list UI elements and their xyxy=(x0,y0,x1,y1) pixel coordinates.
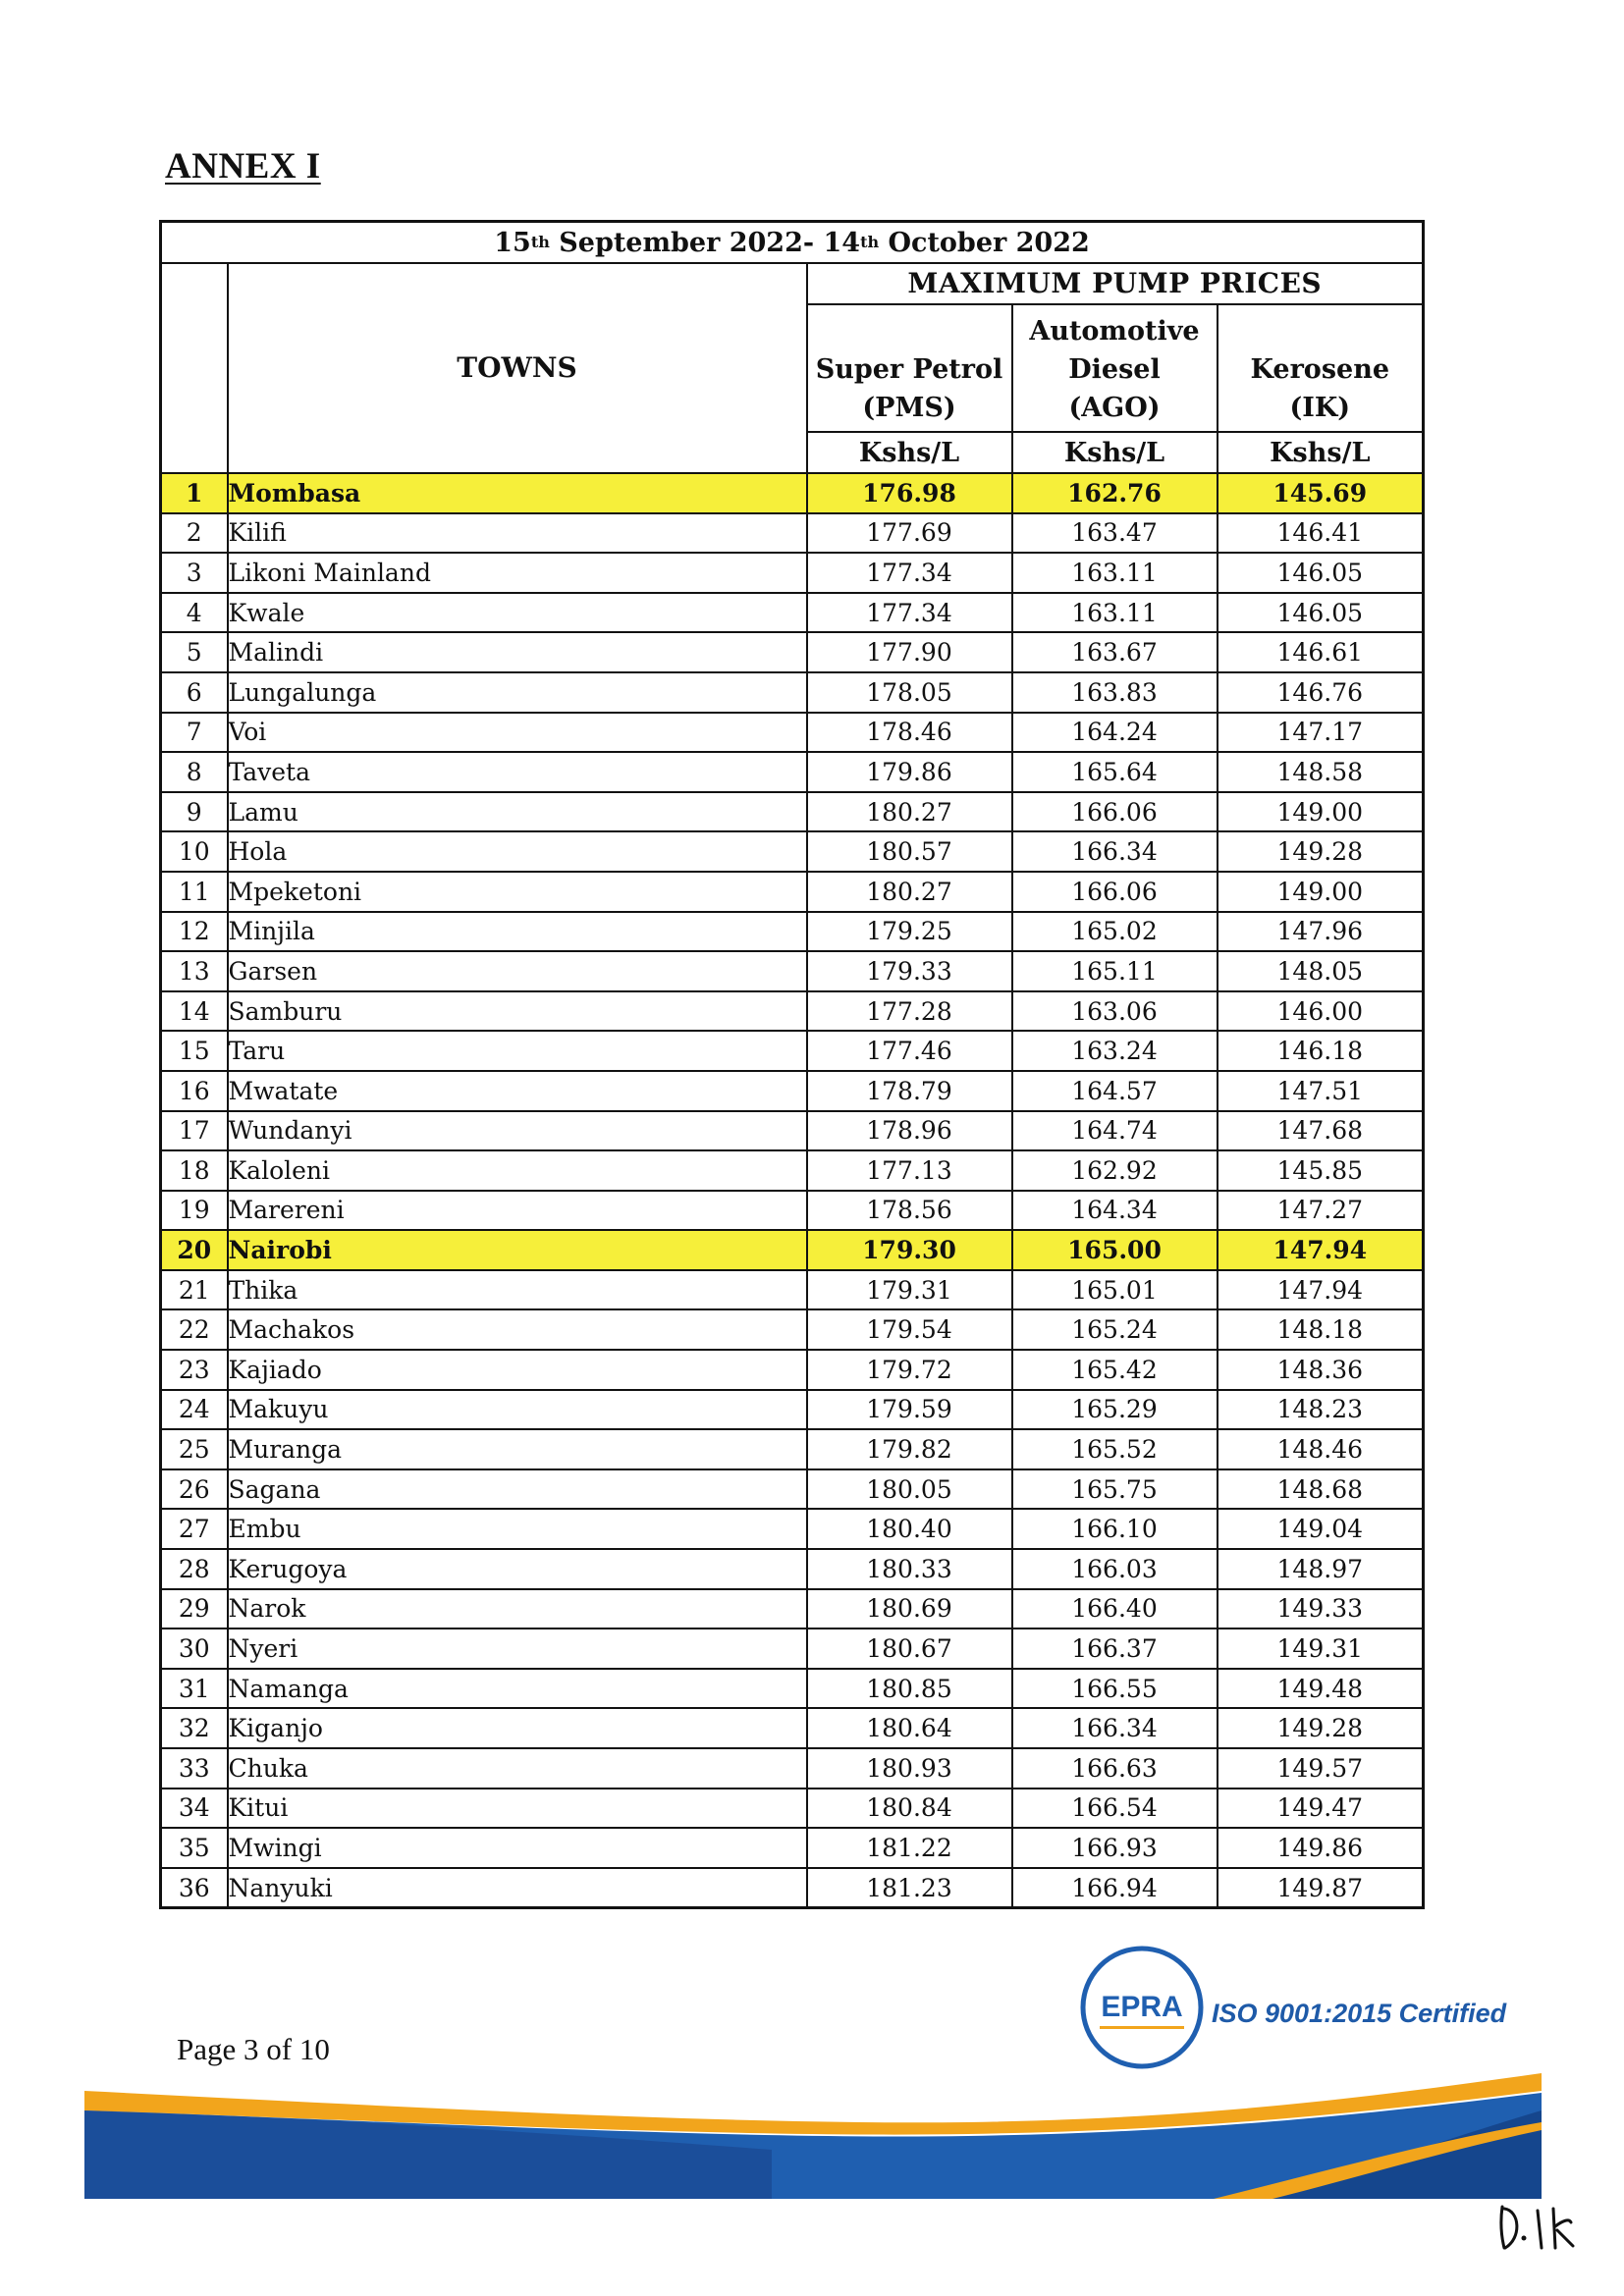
town-name: Wundanyi xyxy=(228,1111,807,1151)
ik-price: 147.17 xyxy=(1218,713,1424,753)
ago-price: 165.29 xyxy=(1012,1390,1218,1430)
ik-unit: Kshs/L xyxy=(1218,432,1424,473)
table-row xyxy=(161,1589,1424,1629)
ago-price: 164.74 xyxy=(1012,1111,1218,1151)
pms-price: 180.40 xyxy=(807,1509,1012,1549)
iso-certification: ISO 9001:2015 Certified xyxy=(1212,1999,1507,2028)
pms-price: 177.28 xyxy=(807,991,1012,1032)
ik-price: 146.18 xyxy=(1218,1031,1424,1071)
ago-price: 165.11 xyxy=(1012,951,1218,991)
town-name: Embu xyxy=(228,1509,807,1549)
period-header: 15th September 2022- 14th October 2022 xyxy=(161,222,1424,264)
ago-price: 163.11 xyxy=(1012,593,1218,633)
town-name: Voi xyxy=(228,713,807,753)
ago-price: 163.67 xyxy=(1012,632,1218,672)
table-row xyxy=(161,752,1424,792)
pms-price: 180.84 xyxy=(807,1789,1012,1829)
ik-price: 146.41 xyxy=(1218,513,1424,554)
table-row xyxy=(161,951,1424,991)
row-number: 25 xyxy=(161,1429,228,1469)
row-number: 35 xyxy=(161,1828,228,1868)
ago-price: 165.64 xyxy=(1012,752,1218,792)
ik-price: 147.94 xyxy=(1218,1270,1424,1310)
table-row xyxy=(161,1031,1424,1071)
logo-text: EPRA xyxy=(1101,1991,1183,2023)
pms-price: 177.90 xyxy=(807,632,1012,672)
town-name: Taru xyxy=(228,1031,807,1071)
pms-price: 179.86 xyxy=(807,752,1012,792)
table-row xyxy=(161,1071,1424,1111)
row-number: 16 xyxy=(161,1071,228,1111)
table-row xyxy=(161,912,1424,952)
table-row xyxy=(161,672,1424,713)
ik-price: 149.28 xyxy=(1218,1708,1424,1748)
pms-price: 180.69 xyxy=(807,1589,1012,1629)
town-name: Mpeketoni xyxy=(228,872,807,912)
pms-price: 179.25 xyxy=(807,912,1012,952)
pms-price: 180.93 xyxy=(807,1748,1012,1789)
ik-price: 146.05 xyxy=(1218,593,1424,633)
ik-price: 146.00 xyxy=(1218,991,1424,1032)
pms-price: 176.98 xyxy=(807,473,1012,513)
pms-price: 179.30 xyxy=(807,1230,1012,1270)
row-number: 33 xyxy=(161,1748,228,1789)
pump-prices-table xyxy=(159,220,1425,1909)
town-name: Lamu xyxy=(228,792,807,832)
town-name: Namanga xyxy=(228,1669,807,1709)
pms-price: 181.22 xyxy=(807,1828,1012,1868)
pms-price: 177.13 xyxy=(807,1150,1012,1191)
table-row xyxy=(161,473,1424,513)
footer-wave-banner xyxy=(84,2052,1542,2199)
row-number: 24 xyxy=(161,1390,228,1430)
pms-price: 177.69 xyxy=(807,513,1012,554)
ago-price: 166.40 xyxy=(1012,1589,1218,1629)
town-name: Kiganjo xyxy=(228,1708,807,1748)
table-row xyxy=(161,1748,1424,1789)
row-number: 12 xyxy=(161,912,228,952)
row-number: 7 xyxy=(161,713,228,753)
table-row xyxy=(161,1669,1424,1709)
ik-price: 149.28 xyxy=(1218,831,1424,872)
ik-price: 149.57 xyxy=(1218,1748,1424,1789)
town-name: Nyeri xyxy=(228,1629,807,1669)
ago-price: 166.10 xyxy=(1012,1509,1218,1549)
row-number: 1 xyxy=(161,473,228,513)
table-row xyxy=(161,872,1424,912)
row-number: 29 xyxy=(161,1589,228,1629)
ago-price: 165.01 xyxy=(1012,1270,1218,1310)
pms-price: 178.79 xyxy=(807,1071,1012,1111)
pms-price: 179.31 xyxy=(807,1270,1012,1310)
pms-price: 180.57 xyxy=(807,831,1012,872)
town-name: Narok xyxy=(228,1589,807,1629)
row-number: 10 xyxy=(161,831,228,872)
town-name: Samburu xyxy=(228,991,807,1032)
town-name: Kilifi xyxy=(228,513,807,554)
ik-price: 148.18 xyxy=(1218,1309,1424,1350)
table-row xyxy=(161,1629,1424,1669)
row-number: 2 xyxy=(161,513,228,554)
town-name: Minjila xyxy=(228,912,807,952)
town-name: Kwale xyxy=(228,593,807,633)
row-number: 9 xyxy=(161,792,228,832)
row-number: 15 xyxy=(161,1031,228,1071)
table-row xyxy=(161,1469,1424,1510)
ago-price: 166.93 xyxy=(1012,1828,1218,1868)
row-number: 18 xyxy=(161,1150,228,1191)
ik-price: 149.04 xyxy=(1218,1509,1424,1549)
table-row xyxy=(161,1230,1424,1270)
table-row xyxy=(161,632,1424,672)
ik-price: 149.87 xyxy=(1218,1868,1424,1908)
ago-price: 165.42 xyxy=(1012,1350,1218,1390)
pms-price: 178.96 xyxy=(807,1111,1012,1151)
table-row xyxy=(161,1708,1424,1748)
ago-price: 166.34 xyxy=(1012,1708,1218,1748)
town-name: Kitui xyxy=(228,1789,807,1829)
ik-price: 147.96 xyxy=(1218,912,1424,952)
annex-heading: ANNEX I xyxy=(165,146,321,187)
ago-price: 166.55 xyxy=(1012,1669,1218,1709)
page-number: Page 3 of 10 xyxy=(177,2032,330,2066)
town-name: Machakos xyxy=(228,1309,807,1350)
row-number: 13 xyxy=(161,951,228,991)
pms-price: 180.64 xyxy=(807,1708,1012,1748)
ago-price: 166.63 xyxy=(1012,1748,1218,1789)
ago-price: 165.75 xyxy=(1012,1469,1218,1510)
table-row xyxy=(161,1868,1424,1908)
ik-price: 146.76 xyxy=(1218,672,1424,713)
ago-price: 162.76 xyxy=(1012,473,1218,513)
table-row xyxy=(161,792,1424,832)
ago-price: 166.94 xyxy=(1012,1868,1218,1908)
row-number: 30 xyxy=(161,1629,228,1669)
town-name: Sagana xyxy=(228,1469,807,1510)
pms-price: 180.05 xyxy=(807,1469,1012,1510)
row-number: 3 xyxy=(161,553,228,593)
table-row xyxy=(161,1270,1424,1310)
town-name: Nanyuki xyxy=(228,1868,807,1908)
table-row xyxy=(161,1509,1424,1549)
ik-price: 147.68 xyxy=(1218,1111,1424,1151)
row-number: 11 xyxy=(161,872,228,912)
row-number: 4 xyxy=(161,593,228,633)
town-name: Garsen xyxy=(228,951,807,991)
pms-price: 177.34 xyxy=(807,593,1012,633)
row-number: 23 xyxy=(161,1350,228,1390)
pms-price: 180.67 xyxy=(807,1629,1012,1669)
town-name: Kajiado xyxy=(228,1350,807,1390)
table-row xyxy=(161,513,1424,554)
pms-price: 178.05 xyxy=(807,672,1012,713)
ik-price: 148.97 xyxy=(1218,1549,1424,1589)
row-number: 27 xyxy=(161,1509,228,1549)
table-row xyxy=(161,1828,1424,1868)
ago-price: 166.34 xyxy=(1012,831,1218,872)
town-name: Mombasa xyxy=(228,473,807,513)
town-name: Mwingi xyxy=(228,1828,807,1868)
ik-price: 148.68 xyxy=(1218,1469,1424,1510)
ago-price: 163.11 xyxy=(1012,553,1218,593)
town-name: Marereni xyxy=(228,1191,807,1231)
ago-price: 165.24 xyxy=(1012,1309,1218,1350)
ik-price: 146.61 xyxy=(1218,632,1424,672)
row-number: 31 xyxy=(161,1669,228,1709)
pms-price: 180.85 xyxy=(807,1669,1012,1709)
pms-price: 179.59 xyxy=(807,1390,1012,1430)
row-number: 8 xyxy=(161,752,228,792)
pms-price: 178.56 xyxy=(807,1191,1012,1231)
pms-price: 180.33 xyxy=(807,1549,1012,1589)
ago-header: Automotive Diesel (AGO) xyxy=(1012,304,1218,432)
ik-price: 145.69 xyxy=(1218,473,1424,513)
handwritten-initials xyxy=(1492,2197,1581,2256)
pms-price: 179.54 xyxy=(807,1309,1012,1350)
table-row xyxy=(161,1390,1424,1430)
row-number: 34 xyxy=(161,1789,228,1829)
town-name: Kerugoya xyxy=(228,1549,807,1589)
row-number: 28 xyxy=(161,1549,228,1589)
ago-price: 166.54 xyxy=(1012,1789,1218,1829)
table-row xyxy=(161,831,1424,872)
town-name: Muranga xyxy=(228,1429,807,1469)
row-number: 20 xyxy=(161,1230,228,1270)
ago-price: 164.57 xyxy=(1012,1071,1218,1111)
table-row xyxy=(161,1350,1424,1390)
ago-price: 163.83 xyxy=(1012,672,1218,713)
ik-price: 148.05 xyxy=(1218,951,1424,991)
ik-price: 147.51 xyxy=(1218,1071,1424,1111)
row-number: 26 xyxy=(161,1469,228,1510)
ik-price: 149.33 xyxy=(1218,1589,1424,1629)
town-name: Hola xyxy=(228,831,807,872)
ago-price: 166.03 xyxy=(1012,1549,1218,1589)
ago-price: 163.47 xyxy=(1012,513,1218,554)
ik-price: 148.23 xyxy=(1218,1390,1424,1430)
table-row xyxy=(161,593,1424,633)
ik-price: 149.47 xyxy=(1218,1789,1424,1829)
pms-price: 178.46 xyxy=(807,713,1012,753)
towns-header: TOWNS xyxy=(228,263,807,473)
ik-price: 149.00 xyxy=(1218,792,1424,832)
town-name: Taveta xyxy=(228,752,807,792)
ago-price: 165.00 xyxy=(1012,1230,1218,1270)
row-number: 5 xyxy=(161,632,228,672)
pms-header: Super Petrol (PMS) xyxy=(807,304,1012,432)
ik-price: 149.00 xyxy=(1218,872,1424,912)
ago-price: 165.52 xyxy=(1012,1429,1218,1469)
ik-price: 148.36 xyxy=(1218,1350,1424,1390)
pms-price: 181.23 xyxy=(807,1868,1012,1908)
ik-price: 147.27 xyxy=(1218,1191,1424,1231)
table-row xyxy=(161,1549,1424,1589)
ik-price: 148.46 xyxy=(1218,1429,1424,1469)
town-name: Chuka xyxy=(228,1748,807,1789)
ik-header: Kerosene (IK) xyxy=(1218,304,1424,432)
ik-price: 149.48 xyxy=(1218,1669,1424,1709)
ik-price: 148.58 xyxy=(1218,752,1424,792)
table-row xyxy=(161,1150,1424,1191)
ik-price: 145.85 xyxy=(1218,1150,1424,1191)
row-number: 36 xyxy=(161,1868,228,1908)
ik-price: 149.31 xyxy=(1218,1629,1424,1669)
ago-unit: Kshs/L xyxy=(1012,432,1218,473)
table-row xyxy=(161,1789,1424,1829)
pms-price: 179.33 xyxy=(807,951,1012,991)
town-name: Malindi xyxy=(228,632,807,672)
table-row xyxy=(161,1191,1424,1231)
table-row xyxy=(161,991,1424,1032)
town-name: Makuyu xyxy=(228,1390,807,1430)
pms-price: 180.27 xyxy=(807,792,1012,832)
ago-price: 166.06 xyxy=(1012,792,1218,832)
pms-price: 177.46 xyxy=(807,1031,1012,1071)
ik-price: 149.86 xyxy=(1218,1828,1424,1868)
ago-price: 162.92 xyxy=(1012,1150,1218,1191)
town-name: Thika xyxy=(228,1270,807,1310)
row-number: 19 xyxy=(161,1191,228,1231)
pms-price: 177.34 xyxy=(807,553,1012,593)
ago-price: 165.02 xyxy=(1012,912,1218,952)
table-row xyxy=(161,1111,1424,1151)
pms-price: 179.82 xyxy=(807,1429,1012,1469)
table-row xyxy=(161,553,1424,593)
row-number: 14 xyxy=(161,991,228,1032)
pms-price: 180.27 xyxy=(807,872,1012,912)
ago-price: 164.34 xyxy=(1012,1191,1218,1231)
row-number: 6 xyxy=(161,672,228,713)
ago-price: 164.24 xyxy=(1012,713,1218,753)
table-row xyxy=(161,713,1424,753)
town-name: Mwatate xyxy=(228,1071,807,1111)
table-row xyxy=(161,1429,1424,1469)
town-name: Lungalunga xyxy=(228,672,807,713)
ago-price: 163.06 xyxy=(1012,991,1218,1032)
town-name: Nairobi xyxy=(228,1230,807,1270)
ago-price: 166.06 xyxy=(1012,872,1218,912)
ik-price: 147.94 xyxy=(1218,1230,1424,1270)
row-number: 17 xyxy=(161,1111,228,1151)
table-row xyxy=(161,1309,1424,1350)
pms-price: 179.72 xyxy=(807,1350,1012,1390)
row-number: 32 xyxy=(161,1708,228,1748)
row-number: 22 xyxy=(161,1309,228,1350)
ik-price: 146.05 xyxy=(1218,553,1424,593)
ago-price: 166.37 xyxy=(1012,1629,1218,1669)
town-name: Likoni Mainland xyxy=(228,553,807,593)
max-prices-header: MAXIMUM PUMP PRICES xyxy=(807,263,1424,304)
row-number: 21 xyxy=(161,1270,228,1310)
number-column-header xyxy=(161,263,228,473)
town-name: Kaloleni xyxy=(228,1150,807,1191)
pms-unit: Kshs/L xyxy=(807,432,1012,473)
ago-price: 163.24 xyxy=(1012,1031,1218,1071)
